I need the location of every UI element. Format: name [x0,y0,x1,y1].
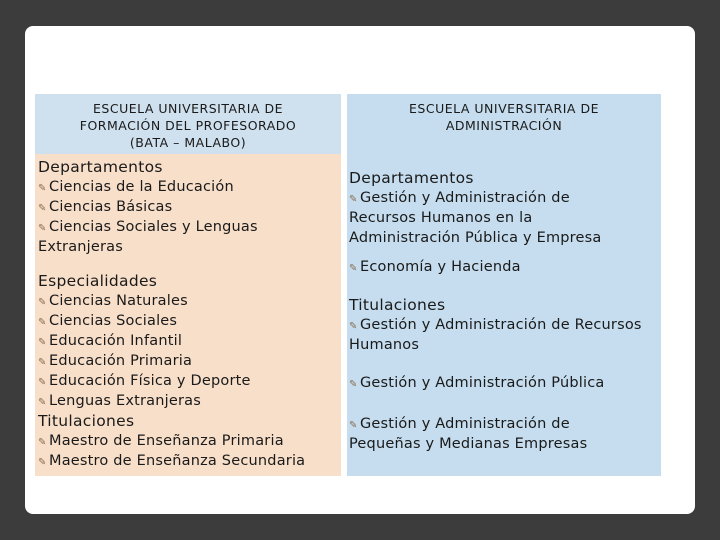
header-escuela-administracion [347,94,661,154]
list-item: ✎ Gestión y Administración de [349,190,570,206]
list-item-continuation: Extranjeras [38,239,124,255]
bullet-icon: ✎ [38,437,47,448]
list-item-continuation: Humanos [349,337,420,353]
bullet-icon: ✎ [38,203,47,214]
section-title-departamentos: Departamentos [349,169,474,187]
list-item: ✎ Ciencias Sociales y Lenguas [38,219,258,235]
bullet-icon: ✎ [349,379,358,390]
slide [25,26,695,514]
header-escuela-profesorado [35,94,341,154]
bullet-icon: ✎ [349,194,358,205]
bullet-icon: ✎ [349,263,358,274]
bullet-icon: ✎ [38,223,47,234]
header-line: (BATA – MALABO) [129,135,247,150]
profesorado-content [35,154,341,476]
list-item-continuation: Administración Pública y Empresa [349,230,602,246]
list-item-continuation: Recursos Humanos en la [349,210,533,226]
bullet-icon: ✎ [349,321,358,332]
section-title-titulaciones: Titulaciones [349,296,446,314]
header-line: ESCUELA UNIVERSITARIA DE [409,101,599,116]
section-title-titulaciones: Titulaciones [38,412,135,430]
list-item: ✎ Gestión y Administración de Recursos [349,317,642,333]
bullet-icon: ✎ [38,457,47,468]
list-item: ✎ Ciencias Naturales [38,293,188,309]
section-title-especialidades: Especialidades [38,272,158,290]
bullet-icon: ✎ [38,183,47,194]
header-line: FORMACIÓN DEL PROFESORADO [79,118,297,133]
bullet-icon: ✎ [38,297,47,308]
list-item: ✎ Educación Infantil [38,333,183,349]
list-item-continuation: Pequeñas y Medianas Empresas [349,436,588,452]
list-item: ✎ Lenguas Extranjeras [38,393,201,409]
section-title-departamentos: Departamentos [38,158,163,176]
header-line: ADMINISTRACIÓN [445,118,563,133]
bullet-icon: ✎ [38,357,47,368]
bullet-icon: ✎ [349,420,358,431]
bullet-icon: ✎ [38,397,47,408]
list-item: ✎ Ciencias Básicas [38,199,173,215]
list-item: ✎ Maestro de Enseñanza Primaria [38,433,284,449]
list-item: ✎ Gestión y Administración de [349,416,570,432]
bullet-icon: ✎ [38,317,47,328]
bullet-icon: ✎ [38,377,47,388]
header-line: ESCUELA UNIVERSITARIA DE [93,101,283,116]
list-item: ✎ Educación Física y Deporte [38,373,251,389]
list-item: ✎ Ciencias Sociales [38,313,178,329]
bullet-icon: ✎ [38,337,47,348]
list-item: ✎ Ciencias de la Educación [38,179,234,195]
list-item: ✎ Economía y Hacienda [349,259,521,275]
list-item: ✎ Maestro de Enseñanza Secundaria [38,453,306,469]
list-item: ✎ Educación Primaria [38,353,193,369]
administracion-content [347,154,661,476]
list-item: ✎ Gestión y Administración Pública [349,375,605,391]
